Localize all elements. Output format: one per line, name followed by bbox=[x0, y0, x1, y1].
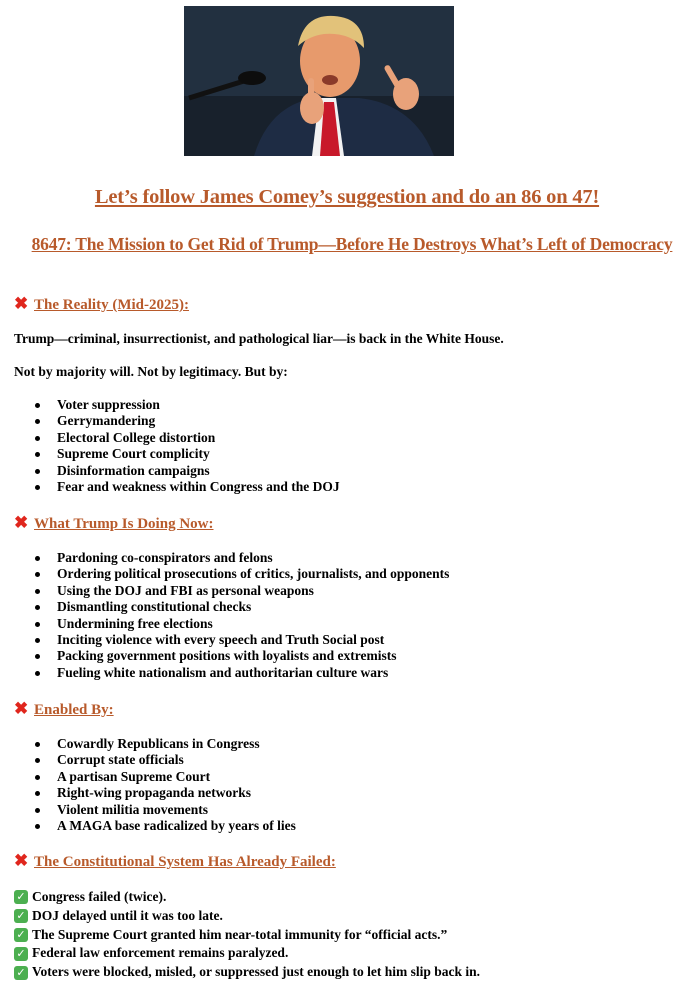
list-item: Inciting violence with every speech and Truth Social post bbox=[14, 632, 449, 648]
list-item: ✓ The Supreme Court granted him near-total immunity for “official acts.” bbox=[14, 926, 480, 945]
check-box-icon: ✓ bbox=[14, 966, 28, 980]
reality-list bbox=[14, 397, 340, 495]
check-box-icon: ✓ bbox=[14, 928, 28, 942]
cross-mark-icon: ✖ bbox=[14, 851, 29, 870]
list-item: Electoral College distortion bbox=[14, 430, 340, 446]
list-item: Fear and weakness within Congress and the DOJ bbox=[14, 479, 340, 495]
list-item: ✓ DOJ delayed until it was too late. bbox=[14, 907, 480, 926]
list-item: Dismantling constitutional checks bbox=[14, 599, 449, 615]
speaker-photo-illustration bbox=[184, 6, 454, 156]
list-item: Supreme Court complicity bbox=[14, 446, 340, 462]
list-item: Using the DOJ and FBI as personal weapons bbox=[14, 583, 449, 599]
header-photo bbox=[184, 6, 454, 156]
list-item: A MAGA base radicalized by years of lies bbox=[14, 818, 296, 834]
cross-mark-icon: ✖ bbox=[14, 699, 29, 718]
list-item: Voter suppression bbox=[14, 397, 340, 413]
cross-mark-icon: ✖ bbox=[14, 294, 29, 313]
reality-paragraph-2: Not by majority will. Not by legitimacy. But by: bbox=[14, 364, 288, 379]
list-item: ✓ Congress failed (twice). bbox=[14, 888, 480, 907]
list-item: Cowardly Republicans in Congress bbox=[14, 736, 296, 752]
page-subtitle: 8647: The Mission to Get Rid of Trump—Before He Destroys What’s Left of Democracy bbox=[31, 234, 673, 254]
list-item: ✓ Voters were blocked, misled, or suppressed just enough to let him slip back in. bbox=[14, 963, 480, 982]
enabled-list bbox=[14, 736, 296, 834]
list-item: Pardoning co-conspirators and felons bbox=[14, 550, 449, 566]
doing-list bbox=[14, 550, 449, 681]
list-item: Disinformation campaigns bbox=[14, 463, 340, 479]
page-title: Let’s follow James Comey’s suggestion and do an 86 on 47! bbox=[94, 186, 600, 208]
list-item: Ordering political prosecutions of critics, journalists, and opponents bbox=[14, 566, 449, 582]
section-heading-enabled: ✖ Enabled By: bbox=[14, 699, 114, 718]
list-item: Right-wing propaganda networks bbox=[14, 785, 296, 801]
list-item: Corrupt state officials bbox=[14, 752, 296, 768]
cross-mark-icon: ✖ bbox=[14, 513, 29, 532]
list-item: Fueling white nationalism and authoritarian culture wars bbox=[14, 665, 449, 681]
reality-paragraph-1: Trump—criminal, insurrectionist, and pathological liar—is back in the White House. bbox=[14, 331, 504, 346]
list-item: Gerrymandering bbox=[14, 413, 340, 429]
list-item: Undermining free elections bbox=[14, 616, 449, 632]
check-box-icon: ✓ bbox=[14, 890, 28, 904]
list-item: Packing government positions with loyalists and extremists bbox=[14, 648, 449, 664]
list-item: ✓ Federal law enforcement remains paralyzed. bbox=[14, 944, 480, 963]
section-heading-reality: ✖ The Reality (Mid-2025): bbox=[14, 294, 189, 313]
check-box-icon: ✓ bbox=[14, 909, 28, 923]
section-heading-failed: ✖ The Constitutional System Has Already Failed: bbox=[14, 851, 336, 870]
list-item: Violent militia movements bbox=[14, 802, 296, 818]
failed-list bbox=[14, 888, 480, 982]
check-box-icon: ✓ bbox=[14, 947, 28, 961]
list-item: A partisan Supreme Court bbox=[14, 769, 296, 785]
section-heading-doing: ✖ What Trump Is Doing Now: bbox=[14, 513, 214, 532]
